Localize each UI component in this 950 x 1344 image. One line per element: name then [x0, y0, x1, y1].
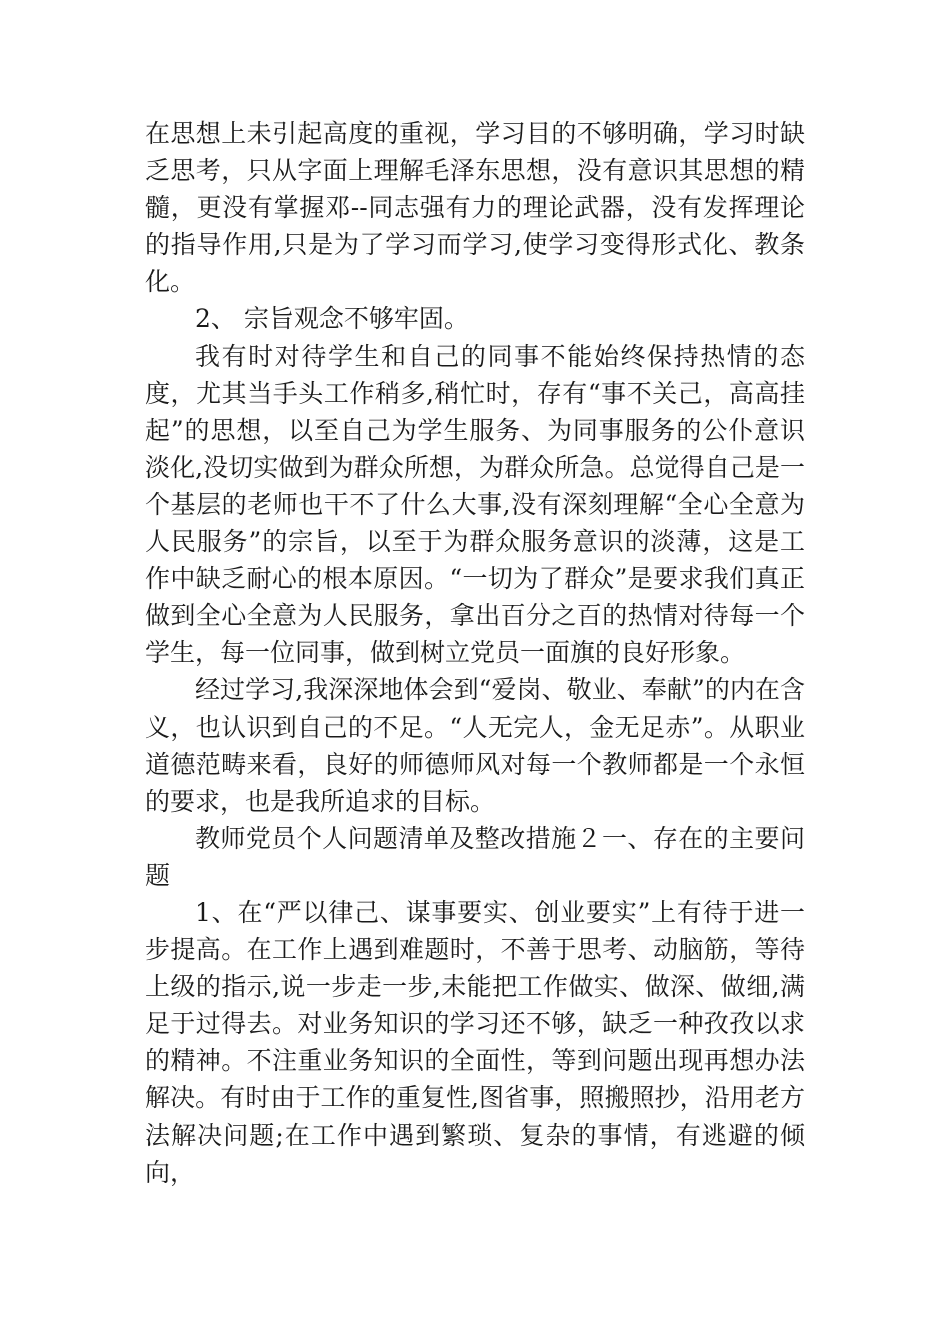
paragraph-service-attitude: 我有时对待学生和自己的同事不能始终保持热情的态度，尤其当手头工作稍多,稍忙时，存有“事不关己，高高挂起”的思想，以至自己为学生服务、为同事服务的公仆意识淡化,没切实做到为群众所想，为群众所急。总觉得自己是一个基层的老师也干不了什么大事,没有深刻理解“全心全意为人民服务”的宗旨，以至于为群众服务意识的淡薄，这是工作中缺乏耐心的根本原因。“一切为了群众”是要求我们真正做到全心全意为人民服务，拿出百分之百的热情对待每一个学生，每一位同事，做到树立党员一面旗的良好形象。 — [145, 341, 805, 668]
section-heading-2: 2、 宗旨观念不够牢固。 — [195, 304, 469, 334]
section-title-issues: 教师党员个人问题清单及整改措施２一、存在的主要问题 — [145, 823, 805, 890]
paragraph-issue-1: 1、在“严以律己、谋事要实、创业要实”上有待于进一步提高。在工作上遇到难题时，不善于思考、动脑筋，等待上级的指示,说一步走一步,未能把工作做实、做深、做细,满足于过得去。对业务知识的学习还不够，缺乏一种孜孜以求的精神。不注重业务知识的全面性，等到问题出现再想办法解决。有时由于工作的重复性,图省事，照搬照抄，沿用老方法解决问题;在工作中遇到繁琐、复杂的事情，有逃避的倾向， — [145, 897, 805, 1187]
paragraph-continuation: 在思想上未引起高度的重视，学习目的不够明确，学习时缺乏思考，只从字面上理解毛泽东思想，没有意识其思想的精髓，更没有掌握邓--同志强有力的理论武器，没有发挥理论的指导作用,只是为了学习而学习,使学习变得形式化、教条化。 — [145, 119, 805, 297]
paragraph-learning-reflection: 经过学习,我深深地体会到“爱岗、敬业、奉献”的内在含义，也认识到自己的不足。“人无完人，金无足赤”。从职业道德范畴来看，良好的师德师风对每一个教师都是一个永恒的要求，也是我所追求的目标。 — [145, 675, 805, 816]
document-page — [145, 115, 805, 1191]
